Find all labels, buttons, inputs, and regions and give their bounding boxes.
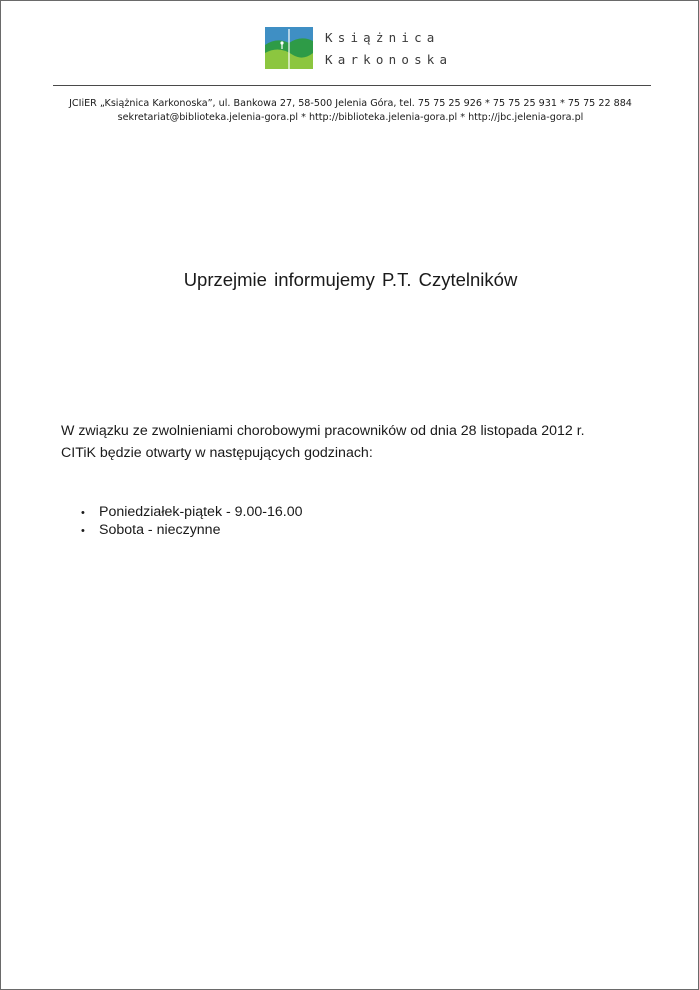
- bullet-icon: •: [81, 507, 85, 519]
- contact-web-line: sekretariat@biblioteka.jelenia-gora.pl * http://biblioteka.jelenia-gora.pl * http://jbc.jelenia-gora.pl: [117, 111, 584, 123]
- hours-saturday: Sobota - nieczynne: [99, 522, 221, 538]
- logo-wordmark: [325, 27, 452, 71]
- notice-line-2: CITiK będzie otwarty w następujących godzinach:: [61, 445, 373, 461]
- list-item: [81, 522, 302, 540]
- library-logo: [263, 25, 453, 75]
- contact-address-line: JCIiER „Książnica Karkonoska”, ul. Bankowa 27, 58-500 Jelenia Góra, tel. 75 75 25 926 * 75 75 25 931 * 75 75 22 884: [69, 98, 632, 109]
- bullet-icon: •: [81, 525, 85, 537]
- contact-info: [41, 97, 660, 124]
- list-item: [81, 504, 302, 522]
- book-landscape-icon: [263, 25, 315, 71]
- opening-hours-list: [81, 504, 302, 540]
- header-divider: [53, 85, 651, 86]
- notice-body: [61, 420, 585, 464]
- notice-heading: Uprzejmie informujemy P.T. Czytelników: [183, 269, 518, 290]
- logo-line-2: Karkonoska: [325, 52, 453, 67]
- notice-line-1: W związku ze zwolnieniami chorobowymi pracowników od dnia 28 listopada 2012 r.: [61, 423, 585, 439]
- logo-line-1: Książnica: [325, 30, 440, 45]
- hours-weekdays: Poniedziałek-piątek - 9.00-16.00: [99, 504, 303, 520]
